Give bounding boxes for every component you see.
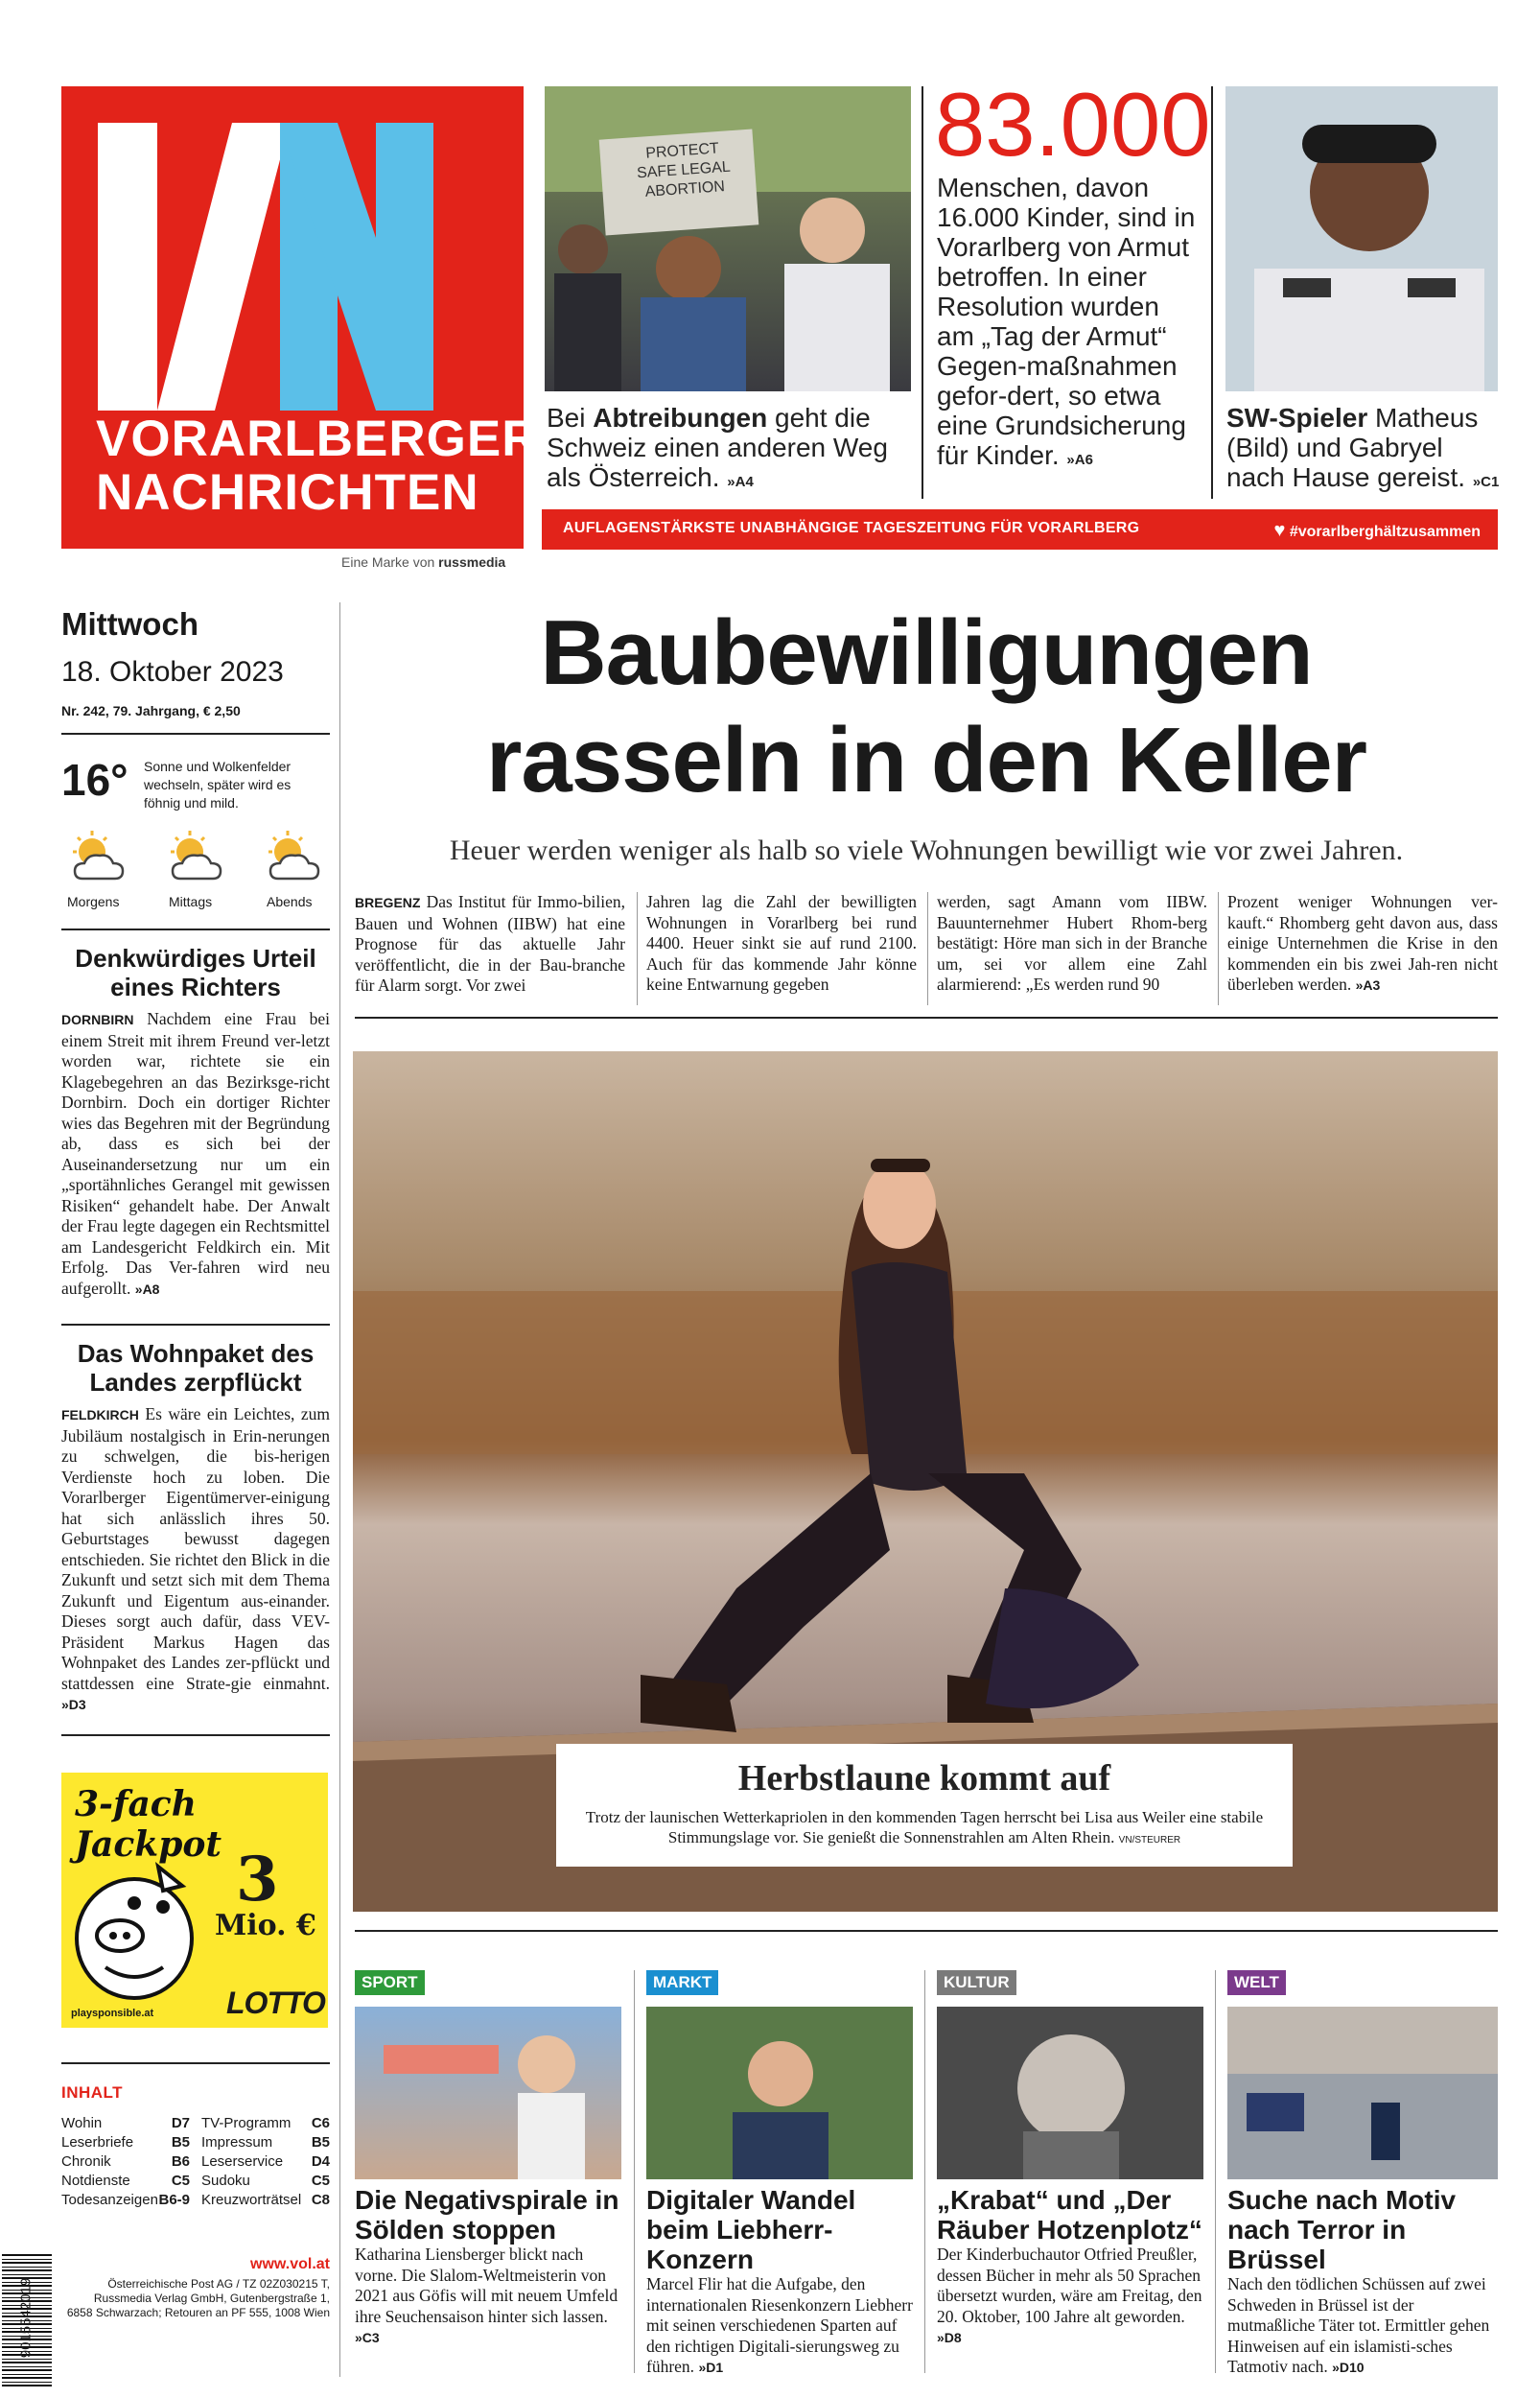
hashtag-text: #vorarlberghältzusammen — [1289, 524, 1481, 540]
teaser-body: Menschen, davon 16.000 Kinder, sind in Vorarlberg von Armut betroffen. In einer Resolution wurden am „Tag der Armut“ Gegen-maßnahmen gefor-dert, so etwa eine Grundsicherung für Kinder. — [937, 173, 1196, 470]
story-body — [355, 2245, 621, 2349]
page-ref[interactable]: »A8 — [134, 1281, 160, 1297]
story-text: Nachdem eine Frau bei einem Streit mit ihrem Freund ver-letzt worden war, richtete sie ein Klagebegehren an das Bezirksge-richt Dornbirn. Doch ein dortiger Richter wies das Begehren mit der Begründung ab, dass es sich bei der Auseinandersetzung nur um ein „sportähnliches Gerangel mit gewissen Risiken“ gehandelt habe. Der Anwalt der Frau legte dagegen ein Rechtsmittel am Landesgericht Feldkirch ein. Mit Erfolg. Das Ver-fahren wird neu aufgerollt. — [61, 1009, 331, 1298]
divider — [61, 733, 330, 735]
brand-line — [341, 554, 505, 570]
section-tag-kultur[interactable]: KULTUR — [937, 1970, 1016, 1995]
story-text: Das Institut für Immo-bilien, Bauen und Wohnen (IIBW) hat eine Prognose für das aktuelle Jahr veröffentlicht, die in der Bau-branche für Alarm sorgt. Vor zwei — [355, 892, 625, 995]
bottom-story-welt[interactable] — [1227, 1970, 1498, 2379]
footer-imprint — [61, 2277, 330, 2320]
heart-icon: ♥ — [1273, 520, 1286, 541]
sidebar-story-body — [61, 1009, 330, 1300]
brand-name: russmedia — [438, 554, 506, 570]
main-story-col-1 — [355, 892, 625, 997]
toc-row[interactable] — [61, 2191, 190, 2210]
vn-logo-icon — [98, 123, 491, 411]
imprint-line: 6858 Schwarzach; Retouren an PF 555, 1008 Wien — [66, 2306, 330, 2319]
toc-page: B6 — [171, 2153, 190, 2170]
column-divider — [637, 892, 638, 1005]
story-text: Katharina Liensberger blickt nach vorne. Die Slalom-Weltmeisterin von 2021 aus Göfis will mit neuem Umfeld ihre Seuchensaison hinter sich lassen. — [355, 2245, 618, 2326]
page-ref[interactable]: »D10 — [1332, 2360, 1365, 2375]
brand-prefix: Eine Marke von — [341, 554, 435, 570]
toc-page: C8 — [311, 2192, 330, 2208]
toc-row[interactable] — [61, 2114, 190, 2133]
dateline-place: FELDKIRCH — [61, 1407, 139, 1422]
weather-time-morning: Morgens — [67, 894, 120, 909]
date: 18. Oktober 2023 — [61, 656, 284, 688]
column-divider — [634, 1970, 635, 2373]
page-ref[interactable]: »A6 — [1066, 452, 1093, 468]
main-story-col-3: werden, sagt Amann vom IIBW. Bauunternehmer Hubert Rhom-berg bestätigt: Höre man sich in der Branche um, sei vor allem eine Zahl alarmierend: „Es werden rund 90 — [937, 892, 1207, 994]
story-text: Der Kinderbuchautor Otfried Preußler, dessen Bücher in mehr als 50 Sprachen übersetzt wurden, wäre am Freitag, den 20. Oktober, 100 Jahre alt geworden. — [937, 2245, 1202, 2326]
footer-web[interactable]: www.vol.at — [250, 2256, 330, 2272]
toc-title: INHALT — [61, 2083, 124, 2102]
page-ref[interactable]: »A4 — [727, 474, 754, 490]
teaser-football-text[interactable] — [1226, 403, 1505, 497]
footballer-photo-image — [1225, 86, 1498, 391]
divider — [61, 1324, 330, 1326]
headline-line-2: rasseln in den Keller — [485, 709, 1367, 811]
story-photo — [646, 2007, 913, 2179]
imprint-line: Österreichische Post AG / TZ 02Z030215 T, — [107, 2277, 330, 2291]
lotto-site: playsponsible.at — [71, 2008, 154, 2019]
toc-label: Notdienste — [61, 2173, 130, 2189]
poverty-number: 83.000 — [935, 74, 1211, 175]
page-ref[interactable]: »C3 — [355, 2330, 380, 2345]
toc-page: D7 — [171, 2115, 190, 2131]
logo-wordmark — [96, 411, 540, 521]
toc-label: Leserbriefe — [61, 2134, 134, 2151]
story-photo — [937, 2007, 1203, 2179]
dateline-place: DORNBIRN — [61, 1012, 134, 1027]
weekday: Mittwoch — [61, 606, 198, 642]
teaser-keyword: Abtreibungen — [593, 403, 768, 433]
toc-label: Wohin — [61, 2115, 103, 2131]
section-tag-sport[interactable]: SPORT — [355, 1970, 425, 1995]
sign-line-2: SAFE LEGAL — [636, 158, 732, 182]
sidebar-story-body — [61, 1404, 330, 1716]
main-story-col-2: Jahren lag die Zahl der bewilligten Wohnungen in Vorarlberg bei rund 4400. Heuer sinkt sie auf rund 2100. Auch für das kommende Jahr könne keine Entwarnung gegeben — [646, 892, 917, 994]
main-story-col-4 — [1227, 892, 1498, 997]
teaser-football-photo[interactable] — [1225, 86, 1498, 391]
lotto-title: 3-fach Jackpot — [75, 1784, 222, 1865]
photo-credit: VN/STEURER — [1118, 1835, 1181, 1846]
bottom-story-markt[interactable] — [646, 1970, 913, 2379]
weather-temp: 16° — [61, 755, 128, 805]
sign-line-3: ABORTION — [644, 178, 726, 200]
sidebar-story-headline[interactable]: Das Wohnpaket des Landes zerpflückt — [77, 1339, 315, 1397]
protest-photo-image — [545, 86, 911, 391]
imprint-line: Russmedia Verlag GmbH, Gutenbergstraße 1, — [93, 2292, 330, 2305]
column-divider — [924, 1970, 925, 2373]
toc-row[interactable] — [201, 2114, 330, 2133]
page-ref[interactable]: »D1 — [698, 2360, 724, 2375]
story-headline: Suche nach Motiv nach Terror in Brüssel — [1227, 2185, 1457, 2274]
toc-row[interactable] — [61, 2133, 190, 2152]
toc-page: D4 — [311, 2153, 330, 2170]
column-divider — [927, 892, 928, 1005]
sign-line-1: PROTECT — [644, 140, 720, 162]
caption-text: Trotz der launischen Wetterkapriolen in den kommenden Tagen herrscht bei Lisa aus Weiler eine stabile Stimmungslage vor. Sie genießt die Sonnenstrahlen am Alten Rhein. — [585, 1808, 1264, 1846]
page-ref[interactable]: »D3 — [61, 1697, 86, 1712]
story-body — [646, 2274, 913, 2379]
jackpot-amount: 3 — [236, 1844, 279, 1916]
main-headline[interactable] — [355, 600, 1498, 814]
sun-cloud-icon — [63, 829, 132, 886]
lotto-ad[interactable] — [61, 1773, 328, 2028]
tagline: AUFLAGENSTÄRKSTE UNABHÄNGIGE TAGESZEITUNG FÜR VORARLBERG — [563, 520, 1140, 536]
toc-page: B6-9 — [158, 2192, 190, 2208]
teaser-pre: Bei — [547, 403, 586, 433]
lotto-brand: LOTTO — [226, 1986, 325, 2020]
toc-label: Leserservice — [201, 2153, 284, 2170]
toc-label: TV-Programm — [201, 2115, 292, 2131]
photo-caption — [573, 1807, 1275, 1850]
toc-page: C6 — [311, 2115, 330, 2131]
toc-label: Kreuzworträtsel — [201, 2192, 302, 2208]
column-divider — [922, 86, 923, 499]
toc-right — [201, 2114, 330, 2210]
logo-line-1: VORARLBERGER — [96, 411, 540, 467]
teaser-abortion-text[interactable] — [547, 403, 911, 497]
toc-row[interactable] — [201, 2133, 330, 2152]
weather-icons — [61, 829, 330, 915]
story-headline: Digitaler Wandel beim Liebherr-Konzern — [646, 2185, 856, 2274]
logo-line-2: NACHRICHTEN — [96, 464, 479, 521]
story-text: Es wäre ein Leichtes, zum Jubiläum nostalgisch in Erin-nerungen zu schwelgen, die bis-herigen Verdienste hoch zu loben. Die Vorarlberger Eigentümerver-einigung hat sich anlässlich ihres 50. Geburtstages bewusst dagegen entschieden. Sie richtet den Blick in die Zukunft und setzt sich mit dem Thema Zukunft und Eigentum aus-einander. Dieses sorgt auch dafür, dass VEV-Präsident Markus Hagen das Wohnpaket des Landes zer-pflückt und stattdessen eine Strate-gie einmahnt. — [61, 1404, 331, 1693]
page-ref[interactable]: »C1 — [1472, 474, 1500, 490]
divider — [61, 2062, 330, 2064]
hashtag[interactable] — [1273, 520, 1481, 542]
column-divider — [339, 602, 340, 2377]
sun-cloud-icon — [259, 829, 328, 886]
section-tag-markt[interactable]: MARKT — [646, 1970, 718, 1995]
teaser-poverty[interactable] — [937, 173, 1196, 475]
toc-label: Impressum — [201, 2134, 273, 2151]
barcode-number: 9015542019 — [17, 2277, 35, 2359]
divider — [355, 1930, 1498, 1932]
page-ref[interactable]: »D8 — [937, 2330, 962, 2345]
main-subhead: Heuer werden weniger als halb so viele Wohnungen bewilligt wie vor zwei Jahren. — [449, 835, 1404, 866]
toc-row[interactable] — [201, 2152, 330, 2172]
headline-line-1: Baubewilligungen — [540, 601, 1313, 704]
story-body — [1227, 2274, 1498, 2379]
toc-label: Todesanzeigen — [61, 2192, 158, 2208]
brussels-photo-image — [1227, 2007, 1498, 2179]
toc-label: Sudoku — [201, 2173, 250, 2189]
teaser-body: Matheus (Bild) und Gabryel nach Hause gereist. — [1226, 403, 1479, 492]
bottom-story-sport[interactable] — [355, 1970, 621, 2349]
story-text: Prozent weniger Wohnungen ver-kauft.“ Rhomberg geht davon aus, dass einige Unternehmen die Krise in den kommenden ein bis zwei Jah-ren nicht überleben werden. — [1227, 892, 1498, 994]
weather-text: Sonne und Wolkenfelder wechseln, später wird es föhnig und mild. — [144, 759, 292, 811]
column-divider — [1218, 892, 1219, 1005]
story-text: Nach den tödlichen Schüssen auf zwei Schweden in Brüssel ist der mutmaßliche Täter tot. Ermittler gehen Hinweisen auf ein islamisti-sches Tatmotiv nach. — [1227, 2274, 1490, 2376]
jackpot-unit: Mio. € — [215, 1909, 316, 1942]
toc-row[interactable] — [201, 2172, 330, 2191]
toc-label: Chronik — [61, 2153, 111, 2170]
section-tag-welt[interactable]: WELT — [1227, 1970, 1286, 1995]
weather-time-evening: Abends — [267, 894, 313, 909]
divider — [61, 929, 330, 930]
toc-row[interactable] — [61, 2152, 190, 2172]
divider — [61, 1734, 330, 1736]
tagline-bar — [542, 509, 1498, 550]
dateline-place: BREGENZ — [355, 895, 421, 910]
masthead-logo[interactable] — [61, 86, 540, 549]
businessman-photo-image — [646, 2007, 913, 2179]
protest-sign — [619, 138, 748, 204]
author-photo-image — [937, 2007, 1203, 2179]
column-divider — [1211, 86, 1213, 499]
story-headline: „Krabat“ und „Der Räuber Hotzenplotz“ — [937, 2185, 1202, 2245]
issue-info: Nr. 242, 79. Jahrgang, € 2,50 — [61, 703, 241, 718]
weather-time-noon: Mittags — [169, 894, 213, 909]
story-text: Marcel Flir hat die Aufgabe, den internationalen Riesenkonzern Liebherr mit seinen verschiedenen Sparten auf den richtigen Digitali-sierungsweg zu führen. — [646, 2274, 913, 2376]
sidebar-story-headline[interactable]: Denkwürdiges Urteil eines Richters — [75, 944, 316, 1001]
teaser-keyword: SW-Spieler — [1226, 403, 1368, 433]
teaser-abortion-photo[interactable] — [545, 86, 911, 391]
sun-cloud-icon — [161, 829, 230, 886]
toc-page: C5 — [311, 2173, 330, 2189]
page-ref[interactable]: »A3 — [1355, 977, 1381, 993]
divider — [355, 1017, 1498, 1019]
photo-headline[interactable]: Herbstlaune kommt auf — [737, 1758, 1111, 1798]
story-photo — [1227, 2007, 1498, 2179]
toc-page: B5 — [171, 2134, 190, 2151]
story-body — [937, 2245, 1203, 2349]
pig-icon — [67, 1847, 211, 2010]
column-divider — [1215, 1970, 1216, 2373]
toc-left — [61, 2114, 190, 2210]
toc-row[interactable] — [61, 2172, 190, 2191]
toc-page: C5 — [171, 2173, 190, 2189]
teaser-body: geht die Schweiz einen anderen Weg als Österreich. — [547, 403, 888, 492]
photo-caption-box — [556, 1744, 1293, 1867]
toc-row[interactable] — [201, 2191, 330, 2210]
story-photo — [355, 2007, 621, 2179]
skier-photo-image — [355, 2007, 621, 2179]
toc-page: B5 — [311, 2134, 330, 2151]
story-headline: Die Negativspirale in Sölden stoppen — [355, 2185, 619, 2245]
bottom-story-kultur[interactable] — [937, 1970, 1203, 2349]
